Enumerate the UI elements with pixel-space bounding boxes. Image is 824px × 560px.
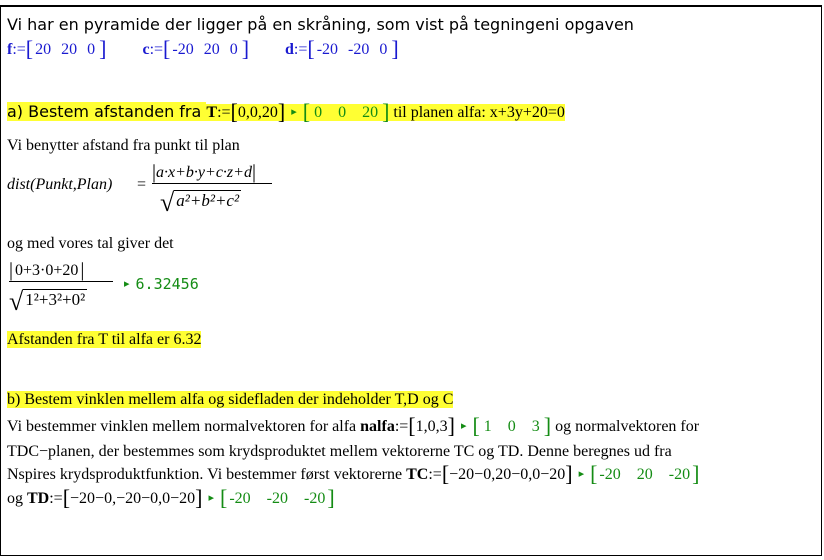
para-b-line1 xyxy=(7,413,700,438)
def-f-v2: 0 xyxy=(87,41,96,58)
calc-numerator[interactable]: | 0+3·0+20 | xyxy=(9,259,85,281)
calc-result xyxy=(118,275,199,294)
calc-numerator-text: 0+3·0+20 xyxy=(15,262,79,279)
point-t-name: T xyxy=(206,104,218,121)
calc-denominator[interactable] xyxy=(9,287,87,317)
nalfa-result-1: 0 xyxy=(507,418,516,435)
bracket-left: [ xyxy=(25,36,34,61)
nalfa-input: 1,0,3 xyxy=(415,418,448,435)
def-f-v1: 20 xyxy=(61,41,78,58)
nalfa-result-0: 1 xyxy=(483,418,492,435)
td-name: TD xyxy=(27,490,50,507)
point-t-definition[interactable]: T:=[0,0,20] ▸ [ 0 0 20 ] til planen alfa: x+3y+20=0 xyxy=(206,99,565,124)
intro-text: Vi har en pyramide der ligger på en skråning, som vist på tegningeni opgaven xyxy=(7,15,634,34)
dist-denominator-text: a²+b²+c² xyxy=(176,191,240,210)
def-c-v0: -20 xyxy=(172,41,194,58)
tc-result-1: 20 xyxy=(636,466,653,483)
td-result-0: -20 xyxy=(229,490,251,507)
tc-result-2: -20 xyxy=(668,466,691,483)
nalfa-name: nalfa xyxy=(360,418,395,435)
formula-equals: = xyxy=(137,176,147,193)
def-c-v2: 0 xyxy=(229,41,238,58)
result-arrow-icon: ▸ xyxy=(578,468,585,480)
vector-definitions[interactable] xyxy=(7,36,399,61)
answer-a-text: Afstanden fra T til alfa er 6.32 xyxy=(7,331,202,348)
section-a-heading-text: a) Bestem afstanden fra xyxy=(7,102,207,121)
tc-input: −20−0,20−0,0−20 xyxy=(449,466,566,483)
method-text: Vi benytter afstand fra punkt til plan xyxy=(7,137,240,154)
bracket-right: ] xyxy=(241,36,250,61)
td-definition[interactable]: TD:=[−20−0,−20−0,0−20] ▸ [ -20 -20 -20] xyxy=(27,485,335,510)
point-t-result-1: 0 xyxy=(338,104,347,121)
sqrt-icon: √ xyxy=(160,188,175,217)
para-b-line4 xyxy=(7,485,335,510)
bracket-left: [ xyxy=(163,36,171,61)
dist-formula-numerator[interactable]: |a·x+b·y+c·z+d| xyxy=(152,161,256,183)
assign-op: := xyxy=(293,41,308,58)
assign-op: := xyxy=(149,41,164,58)
para-b-line3-start: Nspires krydsproduktfunktion. Vi bestemmer først vektorerne xyxy=(7,466,407,483)
def-d-v2: 0 xyxy=(379,41,388,58)
para-b-line4-start: og xyxy=(7,490,27,507)
dist-formula-denominator[interactable] xyxy=(160,188,241,218)
para-b-line1-end: og normalvektoren for xyxy=(555,418,700,435)
bracket-right: ] xyxy=(99,36,107,61)
point-t-input: 0,0,20 xyxy=(237,104,278,121)
section-a-heading-end: til planen alfa: x+3y+20=0 xyxy=(393,104,565,121)
dist-formula-lhs: dist(Punkt,Plan) xyxy=(7,176,113,193)
dist-numerator-text: a·x+b·y+c·z+d xyxy=(156,164,252,181)
def-f-v0: 20 xyxy=(35,41,52,58)
sqrt-icon: √ xyxy=(9,287,24,316)
para-b-line2: TDC−planen, der bestemmes som krydsproduktet mellem vektorerne TC og TD. Denne beregnes ud fra xyxy=(7,443,672,460)
result-arrow-icon: ▸ xyxy=(460,420,467,432)
def-c-name: c xyxy=(142,41,150,58)
bracket-right: ] xyxy=(391,36,399,61)
section-a-heading xyxy=(7,99,565,124)
nalfa-result-2: 3 xyxy=(531,418,540,435)
tc-name: TC xyxy=(406,466,429,483)
point-t-result-2: 20 xyxy=(362,104,379,121)
calc-result-value: 6.32456 xyxy=(135,275,199,293)
point-t-result-0: 0 xyxy=(314,104,323,121)
para-b-line3 xyxy=(7,461,700,486)
td-input: −20−0,−20−0,0−20 xyxy=(70,490,196,507)
calc-fraction-bar xyxy=(9,281,113,282)
nalfa-definition[interactable]: nalfa:=[1,0,3] ▸ [ 1 0 3 ] xyxy=(360,413,552,438)
result-arrow-icon: ▸ xyxy=(124,278,130,290)
section-b-heading xyxy=(7,391,453,409)
def-c-v1: 20 xyxy=(203,41,220,58)
result-arrow-icon: ▸ xyxy=(291,106,297,118)
answer-a xyxy=(7,331,201,349)
def-d-v0: -20 xyxy=(316,41,339,58)
def-f-name: f xyxy=(7,41,13,58)
dist-fraction-bar xyxy=(152,183,272,184)
bracket-left: [ xyxy=(307,36,315,61)
tc-result-0: -20 xyxy=(599,466,621,483)
tc-definition[interactable]: TC:=[−20−0,20−0,0−20] ▸ [ -20 20 -20] xyxy=(406,461,700,486)
para-b-line1-start: Vi bestemmer vinklen mellem normalvektoren for alfa xyxy=(7,418,361,435)
td-result-2: -20 xyxy=(304,490,326,507)
result-arrow-icon: ▸ xyxy=(208,492,215,504)
td-result-1: -20 xyxy=(266,490,288,507)
assign-op: := xyxy=(12,41,26,58)
calc-denominator-text: 1²+3²+0² xyxy=(25,290,86,309)
def-d-name: d xyxy=(285,41,294,58)
def-d-v1: -20 xyxy=(348,41,370,58)
section-b-heading-text: b) Bestem vinklen mellem alfa og sidefladen der indeholder T,D og C xyxy=(7,391,454,408)
numbers-text: og med vores tal giver det xyxy=(7,235,174,252)
